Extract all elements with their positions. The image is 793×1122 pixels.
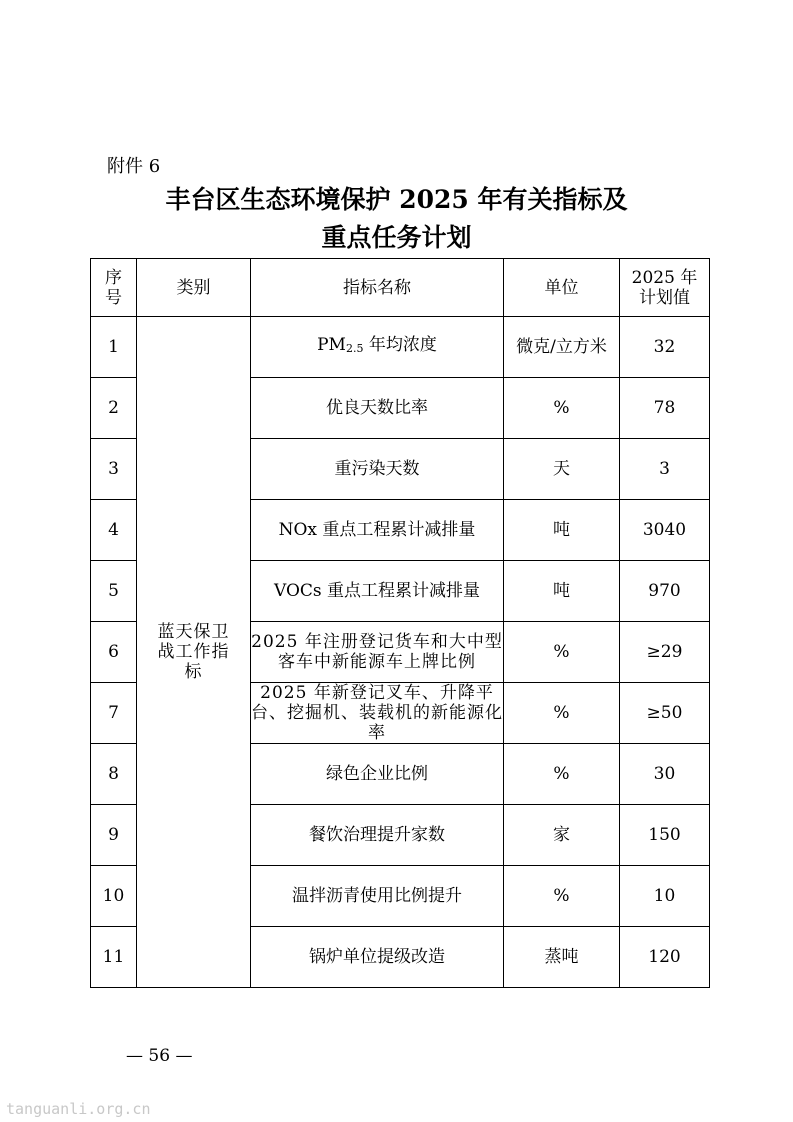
- row-seq: 6: [91, 622, 137, 683]
- attachment-label: 附件 6: [107, 156, 161, 177]
- row-unit: 微克/立方米: [504, 317, 620, 378]
- row-unit: %: [504, 683, 620, 744]
- row-unit: %: [504, 378, 620, 439]
- category-cell: 蓝天保卫战工作指标: [137, 317, 251, 988]
- row-value: ≥29: [620, 622, 710, 683]
- row-seq: 10: [91, 866, 137, 927]
- row-name: NOx 重点工程累计减排量: [251, 500, 504, 561]
- header-seq: 序号: [91, 259, 137, 317]
- row-seq: 7: [91, 683, 137, 744]
- row-name: 餐饮治理提升家数: [251, 805, 504, 866]
- row-seq: 3: [91, 439, 137, 500]
- row-unit: 天: [504, 439, 620, 500]
- row-name: $PM_{2.5}$ 年均浓度: [251, 317, 504, 378]
- row-seq: 1: [91, 317, 137, 378]
- row-value: 10: [620, 866, 710, 927]
- row-value: 30: [620, 744, 710, 805]
- row-name: 重污染天数: [251, 439, 504, 500]
- row-seq: 8: [91, 744, 137, 805]
- row-value: 3040: [620, 500, 710, 561]
- row-value: ≥50: [620, 683, 710, 744]
- row-name: 优良天数比率: [251, 378, 504, 439]
- document-title-line1: 丰台区生态环境保护 2025 年有关指标及: [165, 185, 628, 214]
- document-title-line2: 重点任务计划: [321, 223, 472, 252]
- row-seq: 9: [91, 805, 137, 866]
- row-value: 970: [620, 561, 710, 622]
- row-seq: 4: [91, 500, 137, 561]
- header-indicator: 指标名称: [251, 259, 504, 317]
- row-unit: %: [504, 744, 620, 805]
- row-unit: 蒸吨: [504, 927, 620, 988]
- table-header-row: [91, 259, 710, 317]
- row-unit: %: [504, 622, 620, 683]
- row-value: 3: [620, 439, 710, 500]
- table-row: [91, 317, 710, 378]
- row-seq: 11: [91, 927, 137, 988]
- row-unit: 吨: [504, 500, 620, 561]
- row-unit: 吨: [504, 561, 620, 622]
- header-unit: 单位: [504, 259, 620, 317]
- page-number: — 56 —: [126, 1046, 193, 1066]
- row-name: 2025 年注册登记货车和大中型客车中新能源车上牌比例: [251, 622, 504, 683]
- row-value: 120: [620, 927, 710, 988]
- row-name: 温拌沥青使用比例提升: [251, 866, 504, 927]
- watermark-text: tanguanli.org.cn: [6, 1100, 151, 1118]
- row-name: 绿色企业比例: [251, 744, 504, 805]
- row-name: VOCs 重点工程累计减排量: [251, 561, 504, 622]
- row-name: 2025 年新登记叉车、升降平台、挖掘机、装载机的新能源化率: [251, 683, 503, 743]
- row-name: 锅炉单位提级改造: [251, 927, 504, 988]
- row-unit: 家: [504, 805, 620, 866]
- header-category: 类别: [137, 259, 251, 317]
- row-value: 78: [620, 378, 710, 439]
- row-seq: 5: [91, 561, 137, 622]
- row-value: 150: [620, 805, 710, 866]
- header-plan: 2025 年计划值: [620, 259, 710, 317]
- indicator-table: [90, 258, 710, 988]
- row-value: 32: [620, 317, 710, 378]
- row-seq: 2: [91, 378, 137, 439]
- row-unit: %: [504, 866, 620, 927]
